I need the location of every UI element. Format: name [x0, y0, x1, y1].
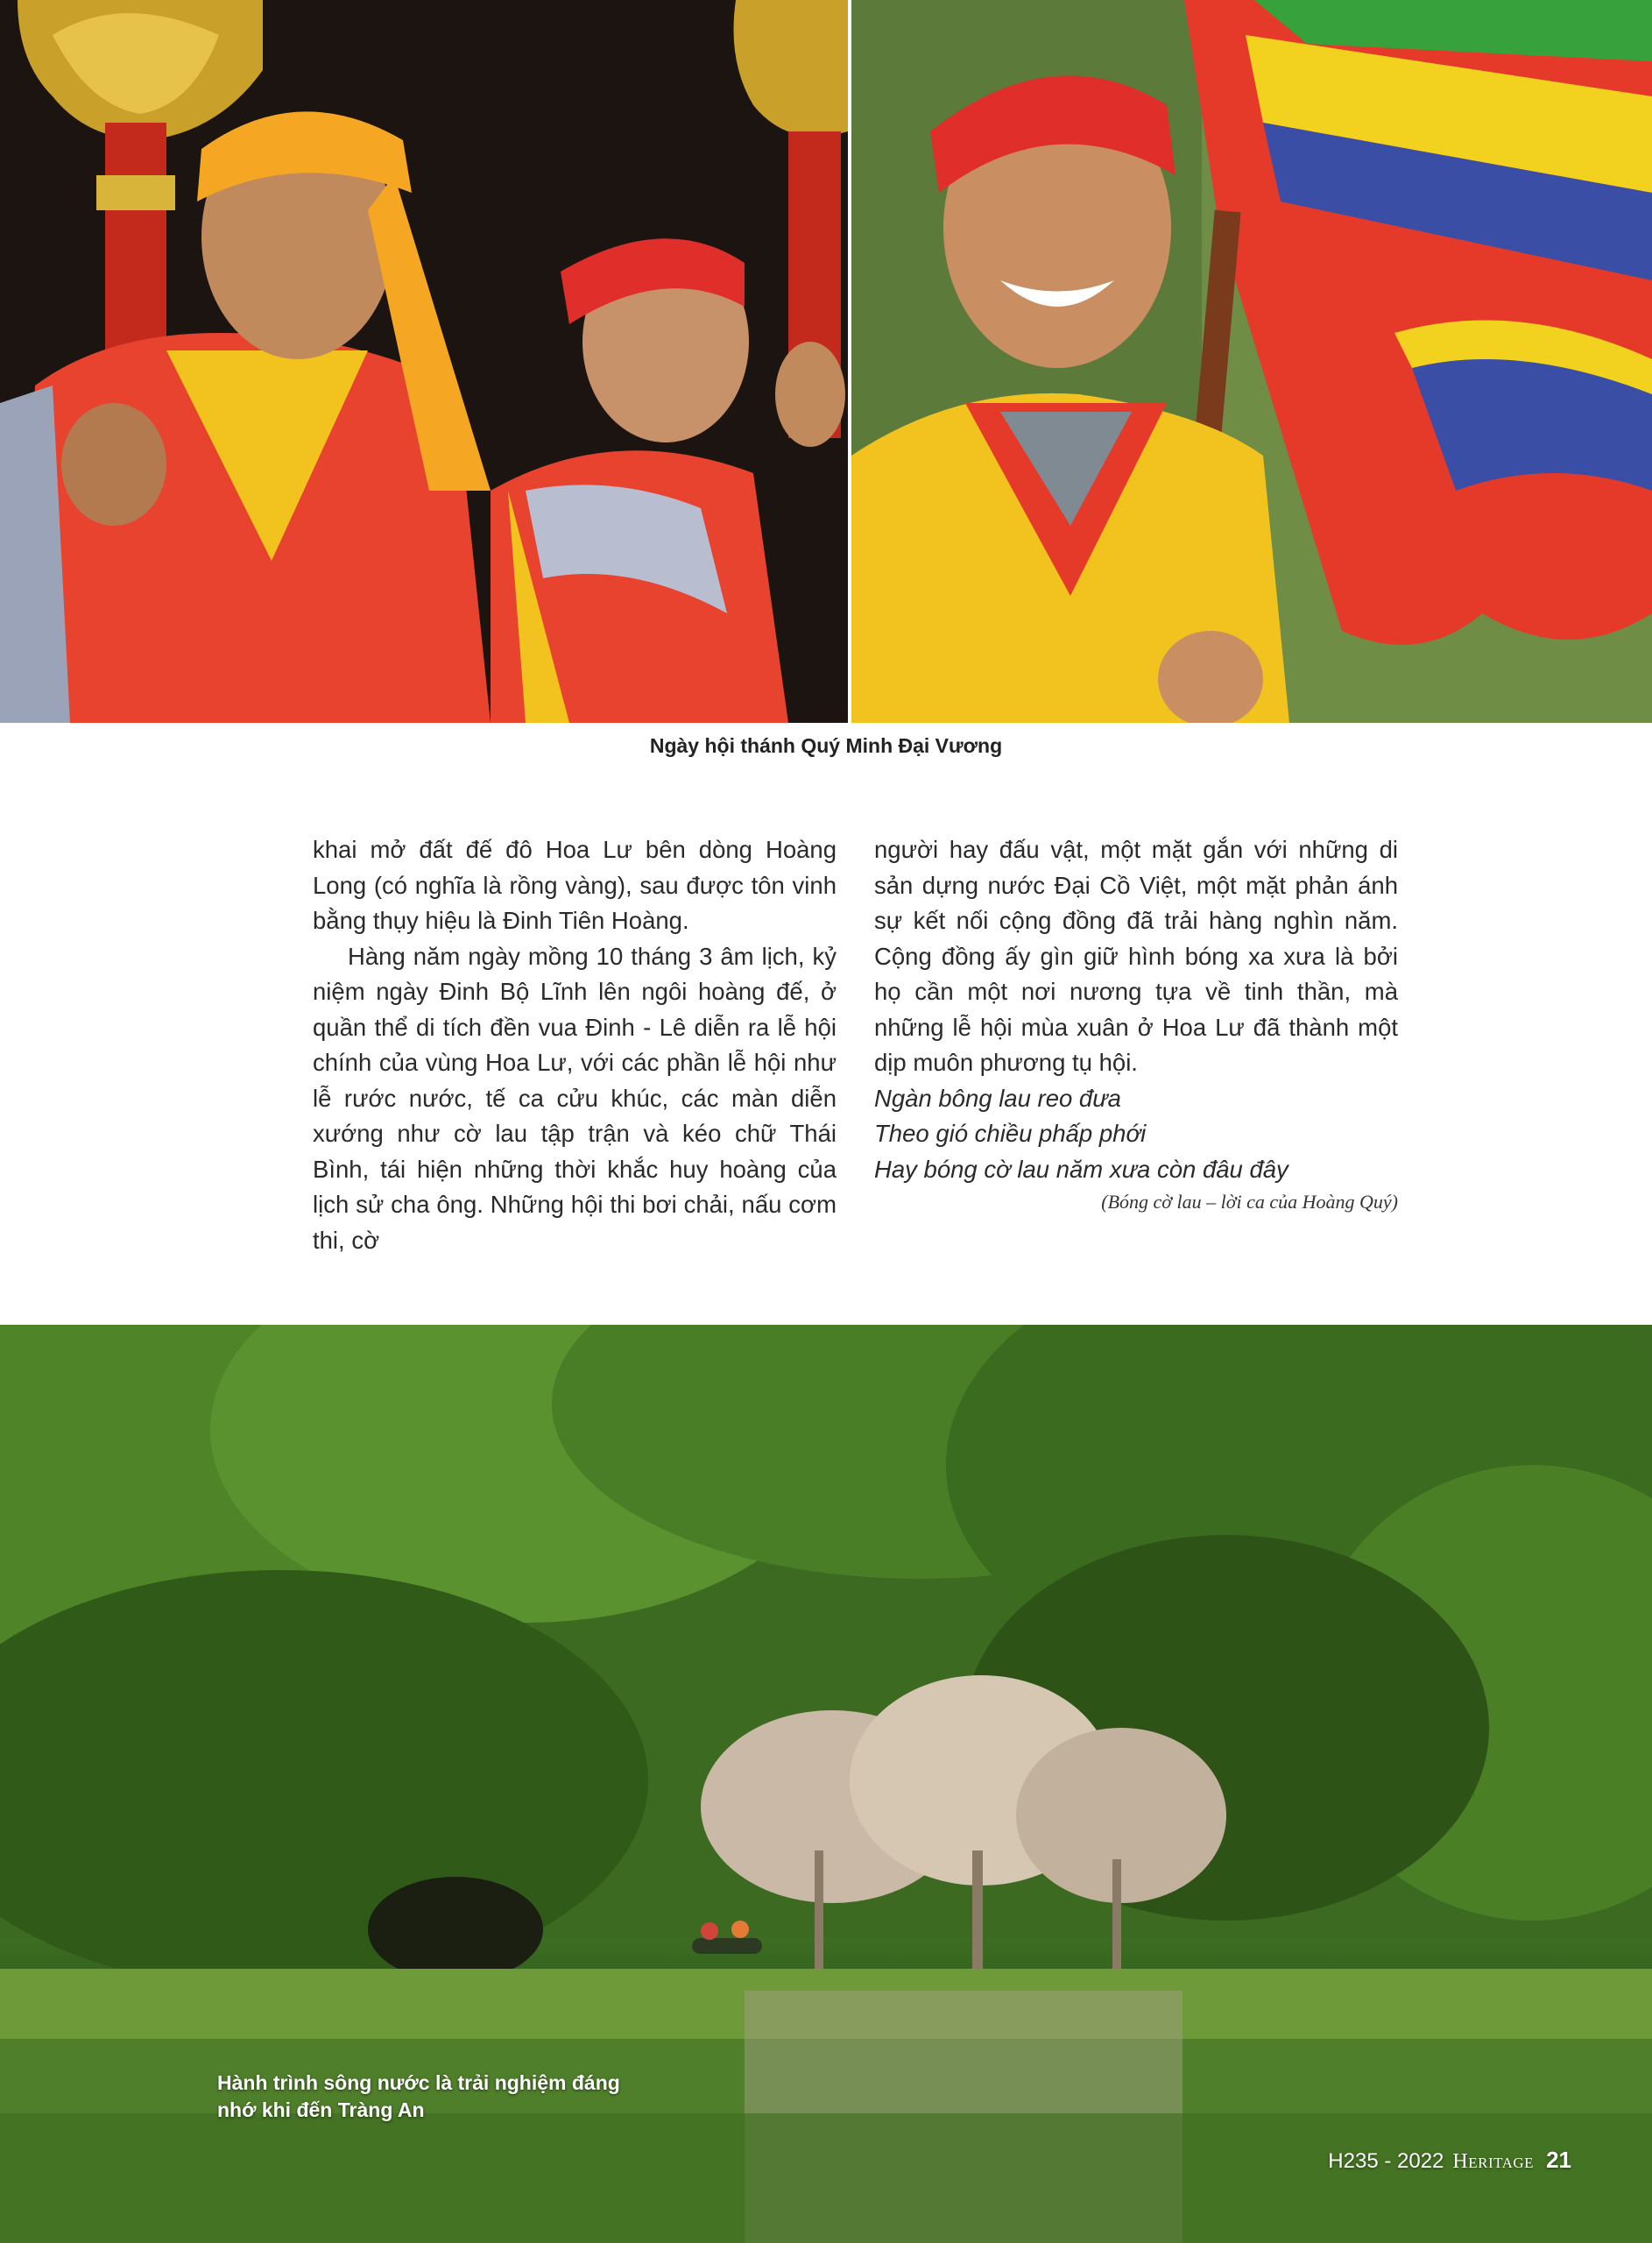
festival-photo-right	[851, 0, 1652, 723]
bottom-photo-caption: Hành trình sông nước là trải nghiệm đáng nhớ khi đến Tràng An	[217, 2071, 620, 2121]
top-photo-caption: Ngày hội thánh Quý Minh Đại Vương	[649, 734, 1003, 757]
festival-photo-left	[0, 0, 848, 723]
paragraph: Hàng năm ngày mồng 10 tháng 3 âm lịch, kỷ niệm ngày Đinh Bộ Lĩnh lên ngôi hoàng đế, ở quần thể di tích đền vua Đinh - Lê diễn ra lễ hội chính của vùng Hoa Lư, với các phần lễ hội như lễ rước nước, tế ca cửu khúc, các màn diễn xướng như cờ lau tập trận và kéo chữ Thái Bình, tái hiện những thời khắc huy hoàng của lịch sử cha ông. Những hội thi bơi chải, nấu cơm thi, cờ	[313, 942, 837, 1254]
paragraph: người hay đấu vật, một mặt gắn với những di sản dựng nước Đại Cồ Việt, một mặt phản ánh sự kết nối cộng đồng đã trải hàng nghìn năm. Cộng đồng ấy gìn giữ hình bóng xa xưa là bởi họ cần một nơi nương tựa về tinh thần, mà những lễ hội mùa xuân ở Hoa Lư đã thành một dịp muôn phương tụ hội.	[874, 836, 1398, 1076]
text-column-left	[313, 832, 837, 1258]
issue-number: H235 - 2022	[1328, 2149, 1444, 2173]
text-column-right	[874, 832, 1398, 1217]
paragraph: khai mở đất đế đô Hoa Lư bên dòng Hoàng Long (có nghĩa là rồng vàng), sau được tôn vinh bằng thụy hiệu là Đinh Tiên Hoàng.	[313, 836, 837, 934]
poem-line: Theo gió chiều phấp phới	[874, 1120, 1147, 1147]
festival-photo-left-illustration	[0, 0, 848, 723]
festival-photo-right-illustration	[851, 0, 1652, 723]
poem-line: Ngàn bông lau reo đưa	[874, 1084, 1121, 1112]
poem-attribution: (Bóng cờ lau – lời ca của Hoàng Quý)	[1101, 1191, 1398, 1213]
magazine-name: Heritage	[1452, 2150, 1535, 2173]
page-number: 21	[1546, 2147, 1571, 2173]
page-folio	[1328, 2147, 1571, 2174]
poem-line: Hay bóng cờ lau năm xưa còn đâu đây	[874, 1155, 1288, 1183]
